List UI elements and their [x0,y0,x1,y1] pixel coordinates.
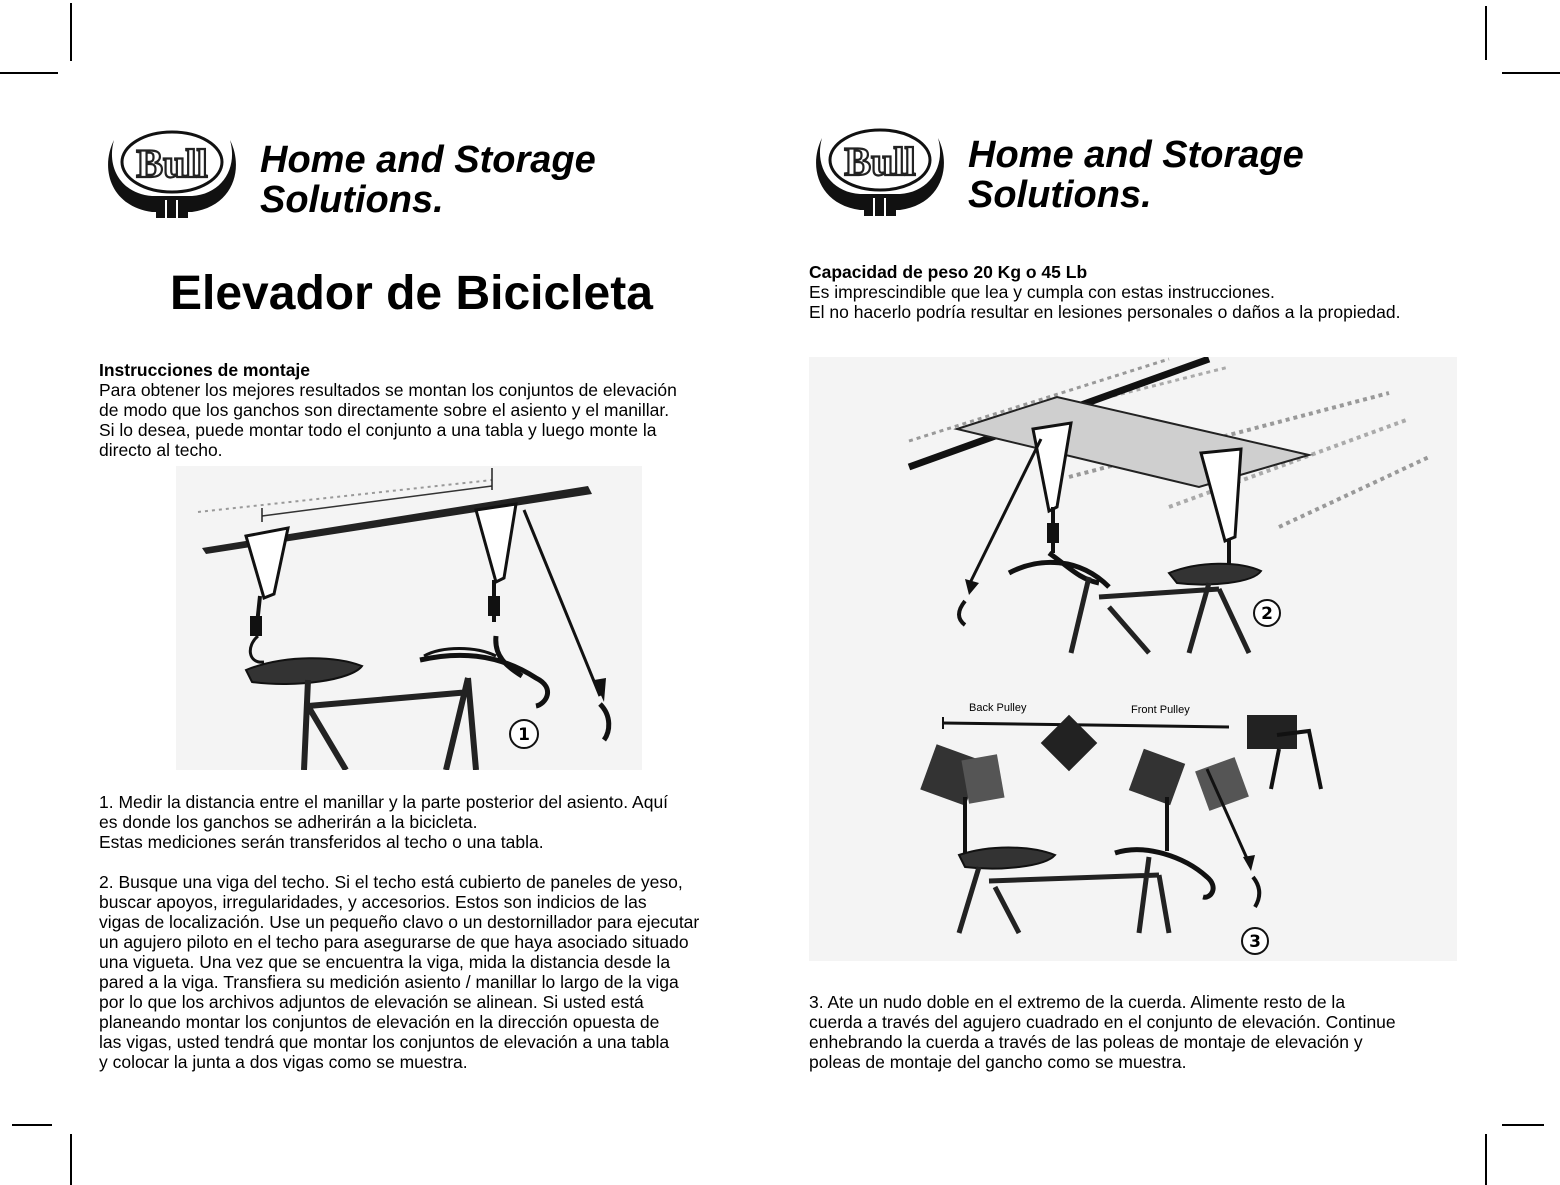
step-3-text [809,992,1509,1072]
paragraph-line: directo al techo. [99,440,223,460]
brand-title [260,140,596,220]
brand-title-line: Solutions. [968,174,1152,216]
paragraph-line: vigas de localización. Use un pequeño clavo o un destornillador para ejecutar [99,912,700,932]
figure-3-illustration [920,702,1321,954]
brand-title [968,135,1304,215]
page-title: Elevador de Bicicleta [170,267,653,320]
figure-number: 2 [1261,604,1273,624]
bull-logo [812,126,948,220]
figure-2-illustration [909,359,1429,653]
brand-title-line: Home and Storage [260,139,596,181]
paragraph-line: planeando montar los conjuntos de elevación en la dirección opuesta de [99,1012,660,1032]
assembly-instructions [99,360,779,460]
paragraph-line: buscar apoyos, irregularidades, y accesorios. Estos son indicios de las [99,892,647,912]
paragraph-line: Si lo desea, puede montar todo el conjunto a una tabla y luego monte la [99,420,657,440]
paragraph-line: es donde los ganchos se adherirán a la bicicleta. [99,812,478,832]
paragraph-line: un agujero piloto en el techo para asegurarse de que haya asociado situado [99,932,689,952]
crop-mark [1502,72,1560,74]
brand-title-line: Home and Storage [968,134,1304,176]
section-heading: Instrucciones de montaje [99,360,311,380]
svg-text:Bull: Bull [844,139,916,184]
crop-mark [0,72,58,74]
paragraph-line: las vigas, usted tendrá que montar los conjuntos de elevación a una tabla [99,1032,670,1052]
paragraph-line: Estas mediciones serán transferidos al techo o una tabla. [99,832,544,852]
paragraph-line: 1. Medir la distancia entre el manillar y la parte posterior del asiento. Aquí [99,792,669,812]
paragraph-line: una vigueta. Una vez que se encuentra la viga, mida la distancia desde la [99,952,671,972]
safety-notice [809,262,1509,322]
crop-mark [1485,6,1487,60]
paragraph-line: enhebrando la cuerda a través de las poleas de montaje de elevación y [809,1032,1363,1052]
paragraph-line: Para obtener los mejores resultados se montan los conjuntos de elevación [99,380,677,400]
paragraph-line: cuerda a través del agujero cuadrado en el conjunto de elevación. Continue [809,1012,1396,1032]
front-pulley-label: Front Pulley [1131,704,1190,716]
back-pulley-label: Back Pulley [969,702,1027,714]
paragraph-line: Es imprescindible que lea y cumpla con estas instrucciones. [809,282,1275,302]
figure-1-illustration [176,466,642,770]
figure-number: 1 [518,725,530,745]
paragraph-line: pared a la viga. Transfiera su medición asiento / manillar lo largo de la viga [99,972,679,992]
paragraph-line: poleas de montaje del gancho como se muestra. [809,1052,1187,1072]
paragraph-line: y colocar la junta a dos vigas como se muestra. [99,1052,468,1072]
paragraph-line: 3. Ate un nudo doble en el extremo de la cuerda. Alimente resto de la [809,992,1346,1012]
crop-mark [70,3,72,61]
crop-mark [1485,1134,1487,1185]
paragraph-line: de modo que los ganchos son directamente sobre el asiento y el manillar. [99,400,670,420]
step-1-text [99,792,779,1072]
crop-mark [12,1124,52,1126]
brand-title-line: Solutions. [260,179,444,221]
crop-mark [70,1134,72,1185]
paragraph-line: por lo que los archivos adjuntos de elevación se alinean. Si usted está [99,992,644,1012]
figure-number: 3 [1249,932,1261,952]
svg-text:Bull: Bull [136,141,208,186]
capacity-heading: Capacidad de peso 20 Kg o 45 Lb [809,262,1088,282]
crop-mark [1502,1124,1544,1126]
bull-logo [104,128,240,222]
figure-2-3-panel [809,357,1457,961]
paragraph-line: El no hacerlo podría resultar en lesiones personales o daños a la propiedad. [809,302,1401,322]
paragraph-line: 2. Busque una viga del techo. Si el techo está cubierto de paneles de yeso, [99,872,683,892]
